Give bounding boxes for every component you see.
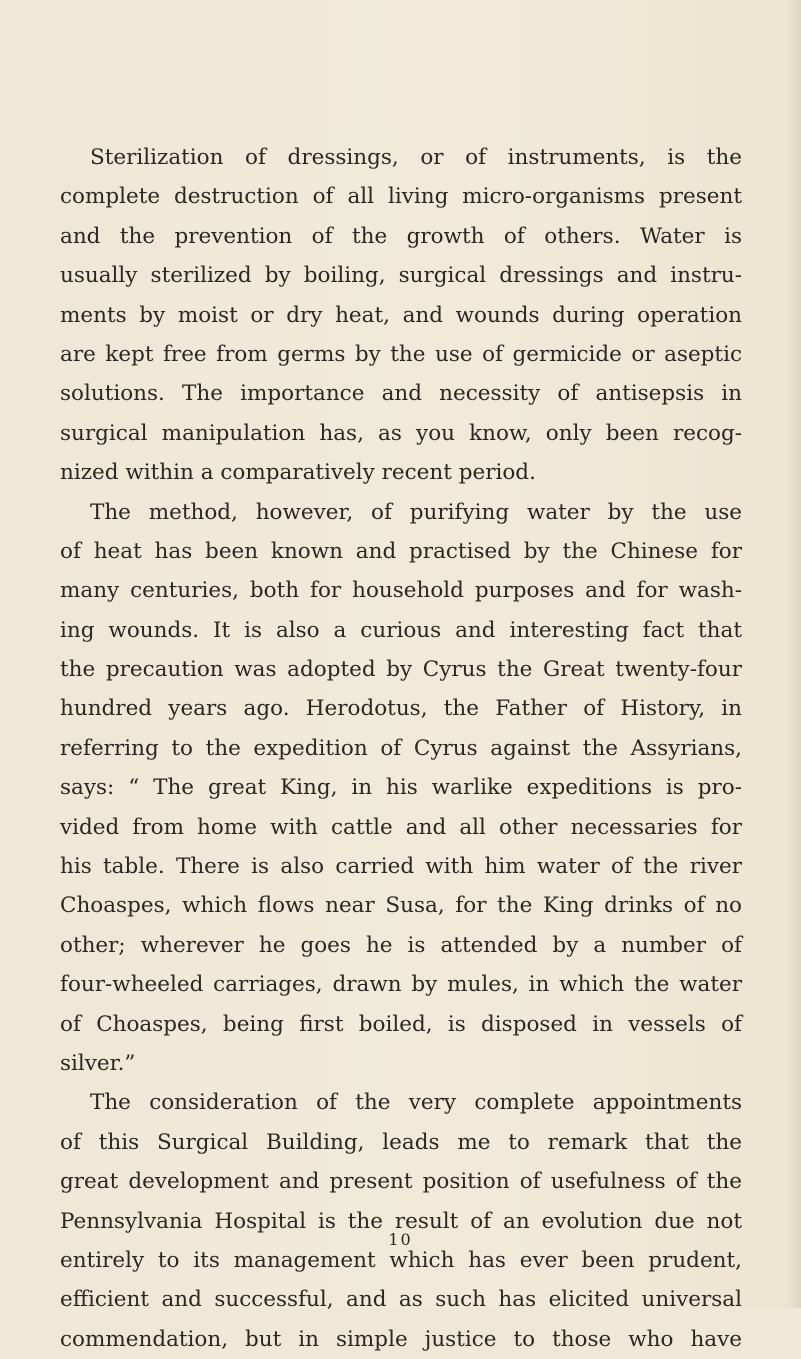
text-line: great development and present position of usefulness of the <box>60 1169 742 1195</box>
text-line: referring to the expedition of Cyrus against the Assyrians, <box>60 735 742 761</box>
body-text <box>60 138 742 1359</box>
page-edge-shadow <box>787 0 801 1308</box>
text-line: of Choaspes, being first boiled, is disposed in vessels of <box>60 1011 742 1037</box>
text-line: of heat has been known and practised by the Chinese for <box>60 538 742 564</box>
text-line: usually sterilized by boiling, surgical dressings and instru- <box>60 263 742 289</box>
text-line: are kept free from germs by the use of germicide or aseptic <box>60 341 742 367</box>
text-line: hundred years ago. Herodotus, the Father of History, in <box>60 696 742 722</box>
text-line: solutions. The importance and necessity of antisepsis in <box>60 381 742 407</box>
text-line: efficient and successful, and as such has elicited universal <box>60 1287 742 1313</box>
text-line: surgical manipulation has, as you know, only been recog- <box>60 420 742 446</box>
text-line: Sterilization of dressings, or of instruments, is the <box>90 145 742 170</box>
page-number: 10 <box>388 1230 413 1249</box>
text-line: ments by moist or dry heat, and wounds during operation <box>60 302 742 328</box>
text-line: his table. There is also carried with him water of the river <box>60 854 742 880</box>
text-line: says: “ The great King, in his warlike expeditions is pro- <box>60 775 742 801</box>
text-line: complete destruction of all living micro-organisms present <box>60 184 742 210</box>
text-line: of this Surgical Building, leads me to remark that the <box>60 1129 742 1155</box>
text-line: the precaution was adopted by Cyrus the Great twenty-four <box>60 657 742 683</box>
text-line: ing wounds. It is also a curious and interesting fact that <box>60 617 742 643</box>
text-line: vided from home with cattle and all other necessaries for <box>60 814 742 840</box>
text-line: silver.” <box>60 1050 136 1076</box>
text-line: nized within a comparatively recent period. <box>60 460 536 486</box>
text-line: and the prevention of the growth of others. Water is <box>60 223 742 249</box>
text-line: Choaspes, which flows near Susa, for the King drinks of no <box>60 893 742 919</box>
text-line: other; wherever he goes he is attended by a number of <box>60 932 742 958</box>
text-line: The method, however, of purifying water by the use <box>90 499 742 525</box>
text-line: The consideration of the very complete appointments <box>90 1090 742 1116</box>
text-line: entirely to its management which has ever been prudent, <box>60 1247 742 1273</box>
text-line: Pennsylvania Hospital is the result of an evolution due not <box>60 1208 742 1234</box>
text-line: commendation, but in simple justice to those who have <box>60 1326 742 1352</box>
text-line: many centuries, both for household purposes and for wash- <box>60 578 742 604</box>
text-line: four-wheeled carriages, drawn by mules, in which the water <box>60 972 742 998</box>
